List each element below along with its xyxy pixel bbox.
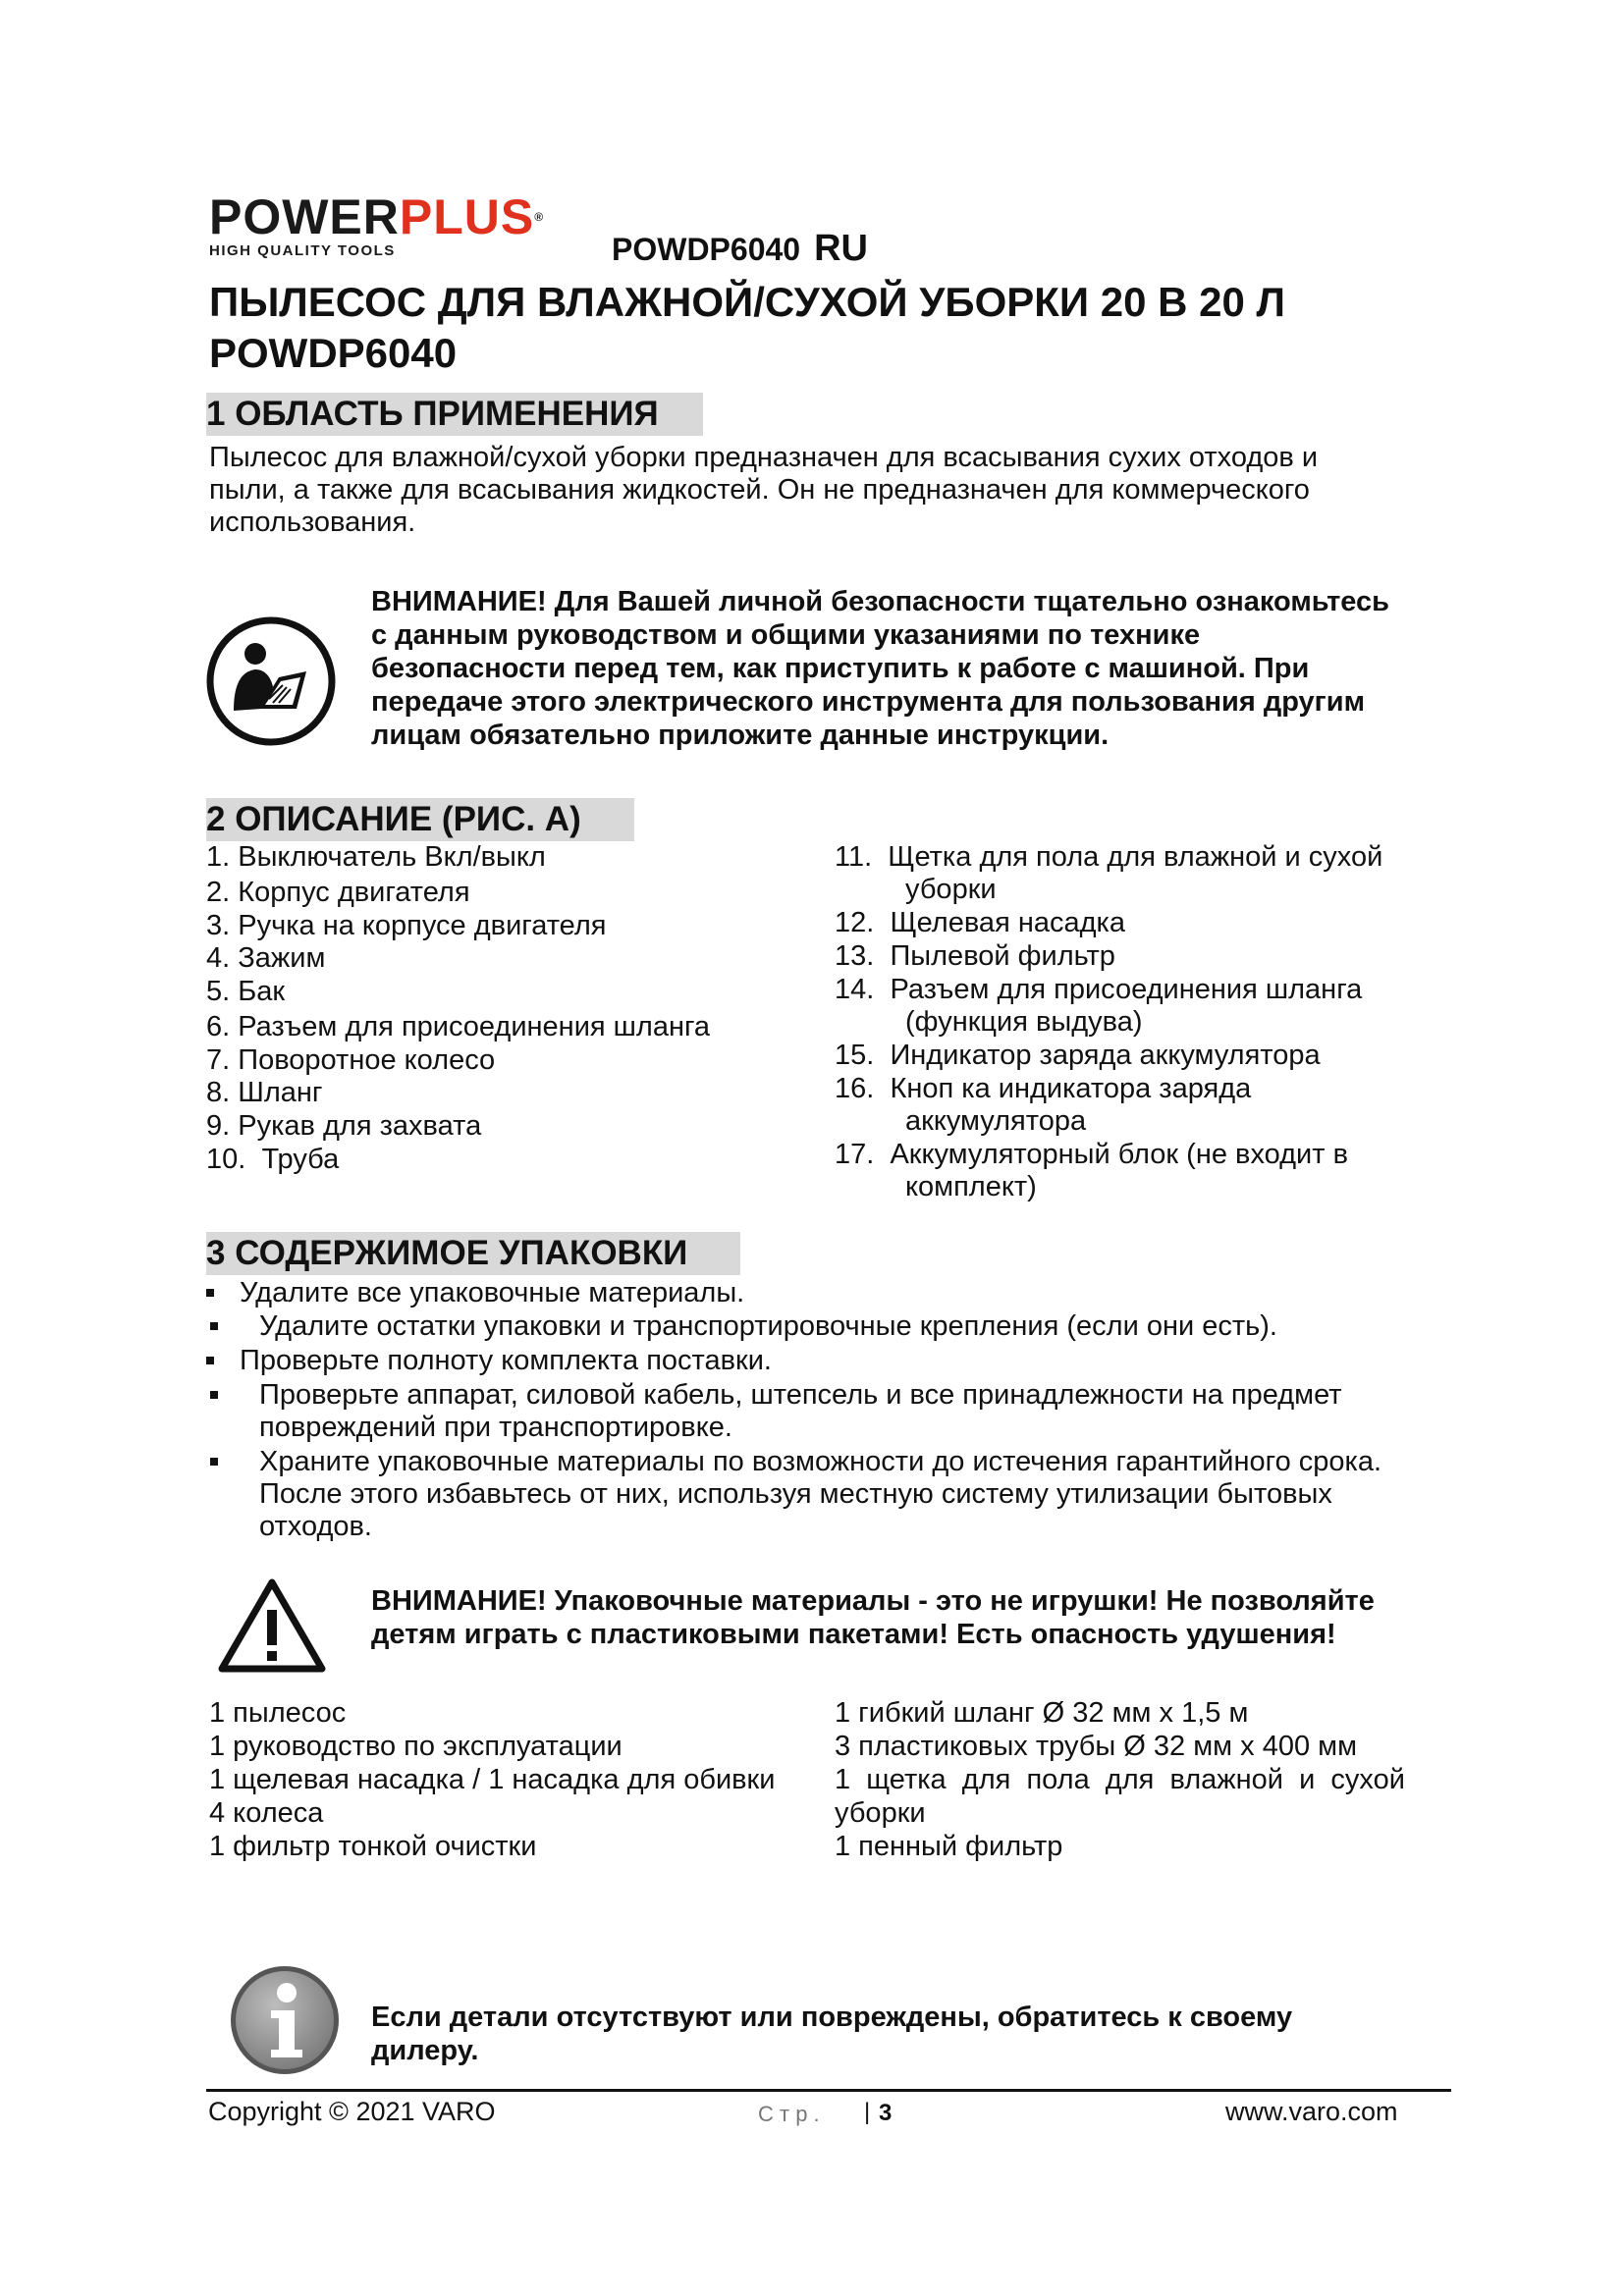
- item-text: Разъем для присоединения шланга: [238, 1011, 711, 1042]
- list-item: [835, 906, 1463, 939]
- bullet-item: [206, 1310, 1473, 1345]
- warning-line: ВНИМАНИЕ! Для Вашей личной безопасности тщательно ознакомьтесь: [371, 586, 1389, 617]
- paragraph-line: Пылесос для влажной/сухой уборки предназначен для всасывания сухих отходов и: [209, 442, 1319, 473]
- warning-line: ВНИМАНИЕ! Упаковочные материалы - это не игрушки! Не позволяйте: [371, 1585, 1375, 1617]
- note-line: Если детали отсутствуют или повреждены, обратитесь к своему: [371, 2002, 1293, 2033]
- footer-page-number: 3: [879, 2100, 893, 2126]
- item-text-continued: уборки: [905, 874, 997, 905]
- item-text-continued: аккумулятора: [905, 1105, 1087, 1137]
- list-item: [835, 1138, 1463, 1203]
- brand-tagline: HIGH QUALITY TOOLS: [209, 242, 396, 259]
- package-item: 4 колеса: [209, 1797, 324, 1829]
- item-number: 5.: [206, 976, 231, 1007]
- item-number: 3.: [206, 910, 231, 941]
- footer-copyright: Copyright © 2021 VARO: [208, 2097, 496, 2126]
- item-number: 8.: [206, 1077, 231, 1108]
- list-item: [835, 939, 1463, 973]
- item-number: 11.: [835, 841, 873, 873]
- warning-line: детям играть с пластиковыми пакетами! Есть опасность удушения!: [371, 1619, 1336, 1650]
- warning-triangle-icon: [216, 1576, 328, 1675]
- list-item: [206, 1076, 815, 1109]
- item-text: Корпус двигателя: [238, 877, 470, 908]
- list-item: [835, 840, 1463, 906]
- warning-line: безопасности перед тем, как приступить к работе с машиной. При: [371, 653, 1310, 684]
- bullet-text: Проверьте полноту комплекта поставки.: [240, 1345, 772, 1376]
- item-number: 15.: [835, 1040, 875, 1071]
- package-item: 3 пластиковых трубы Ø 32 мм x 400 мм: [835, 1731, 1358, 1762]
- item-text: Шланг: [238, 1077, 323, 1108]
- item-number: 2.: [206, 877, 231, 908]
- item-text: Труба: [261, 1144, 340, 1175]
- item-text: Рукав для захвата: [238, 1110, 482, 1142]
- item-number: 16.: [835, 1073, 875, 1104]
- brand-logo-power: POWER: [209, 189, 400, 244]
- safety-warning-text: [371, 585, 1490, 752]
- list-item: [835, 973, 1463, 1039]
- item-number: 17.: [835, 1139, 875, 1170]
- title-line: POWDP6040: [209, 330, 458, 376]
- item-text: Бак: [238, 976, 286, 1007]
- footer-page-label: С т р .: [758, 2102, 820, 2126]
- item-number: 12.: [835, 907, 875, 938]
- bullet-item: [206, 1379, 1473, 1446]
- list-item: [835, 1039, 1463, 1072]
- paragraph-line: пыли, а также для всасывания жидкостей. Он не предназначен для коммерческого: [209, 474, 1310, 506]
- item-text: Пылевой фильтр: [890, 940, 1115, 972]
- item-text: Кноп ка индикатора заряда: [890, 1073, 1252, 1104]
- description-list-left: [206, 840, 815, 1176]
- paragraph-line: использования.: [209, 507, 416, 538]
- document-title: [209, 277, 1505, 379]
- item-text: Разъем для присоединения шланга: [890, 974, 1363, 1005]
- item-number: 7.: [206, 1044, 231, 1076]
- bullet-marker: [210, 1322, 218, 1330]
- list-item: [206, 941, 815, 975]
- footer-website: www.varo.com: [1225, 2097, 1398, 2126]
- section-heading-package-contents: 3 СОДЕРЖИМОЕ УПАКОВКИ: [206, 1232, 740, 1275]
- bullet-item: [206, 1277, 1473, 1310]
- packaging-warning-text: [371, 1584, 1481, 1651]
- bullet-item: [206, 1446, 1473, 1543]
- package-item: 1 руководство по эксплуатации: [209, 1731, 623, 1762]
- language-code: RU: [814, 228, 868, 269]
- bullet-marker: [210, 1458, 218, 1466]
- read-manual-icon: [204, 614, 338, 748]
- warning-line: с данным руководством и общими указаниями по технике: [371, 619, 1201, 651]
- bullet-text: Удалите остатки упаковки и транспортировочные крепления (если они есть).: [259, 1310, 1277, 1342]
- package-item: 1 фильтр тонкой очистки: [209, 1831, 537, 1862]
- item-number: 9.: [206, 1110, 231, 1142]
- bullet-item: [206, 1345, 1473, 1379]
- package-item: 1 пылесос: [209, 1697, 347, 1729]
- list-item: [206, 876, 815, 909]
- list-item: [206, 1143, 815, 1176]
- list-item: [835, 1072, 1463, 1138]
- list-item: [206, 975, 815, 1010]
- item-text: Щетка для пола для влажной и сухой: [888, 841, 1383, 873]
- package-contents-right: [835, 1696, 1463, 1863]
- item-number: 1.: [206, 841, 231, 873]
- item-number: 14.: [835, 974, 875, 1005]
- item-number: 4.: [206, 942, 231, 974]
- model-number: POWDP6040: [612, 232, 801, 267]
- bullet-marker: [210, 1391, 218, 1399]
- footer-divider: [206, 2089, 1451, 2092]
- unpacking-steps: [206, 1277, 1473, 1543]
- list-item: [206, 840, 815, 876]
- item-text: Ручка на корпусе двигателя: [238, 910, 607, 941]
- section-heading-scope: 1 ОБЛАСТЬ ПРИМЕНЕНИЯ: [206, 393, 703, 436]
- list-item: [206, 909, 815, 941]
- list-item: [206, 1010, 815, 1043]
- missing-parts-note: [371, 2001, 1471, 2067]
- item-text: Выключатель Вкл/выкл: [238, 841, 546, 873]
- footer-page-separator: |: [864, 2099, 871, 2125]
- item-number: 6.: [206, 1011, 231, 1042]
- model-code: [612, 228, 868, 270]
- brand-registered-mark: ®: [534, 210, 545, 224]
- bullet-text-continued: повреждений при транспортировке.: [259, 1412, 732, 1443]
- bullet-text: Удалите все упаковочные материалы.: [240, 1277, 745, 1308]
- package-item: 1 гибкий шланг Ø 32 мм x 1,5 м: [835, 1697, 1249, 1729]
- item-text: Аккумуляторный блок (не входит в: [890, 1139, 1348, 1170]
- item-text-continued: комплект): [905, 1171, 1037, 1202]
- item-number: 13.: [835, 940, 875, 972]
- bullet-text-continued: После этого избавьтесь от них, используя местную систему утилизации бытовых: [259, 1478, 1332, 1510]
- bullet-text: Храните упаковочные материалы по возможности до истечения гарантийного срока.: [259, 1446, 1382, 1477]
- package-item-continued: уборки: [835, 1797, 926, 1829]
- warning-line: лицам обязательно приложите данные инструкции.: [371, 720, 1110, 751]
- brand-logo: [209, 189, 582, 263]
- description-list-right: [835, 840, 1463, 1203]
- bullet-marker: [206, 1289, 214, 1297]
- item-text: Поворотное колесо: [238, 1044, 496, 1076]
- list-item: [206, 1109, 815, 1143]
- brand-logo-plus: PLUS: [399, 189, 535, 244]
- info-icon: [228, 1963, 342, 2077]
- item-text-continued: (функция выдува): [905, 1006, 1143, 1038]
- package-contents-left: [209, 1696, 828, 1863]
- package-item: 1 пенный фильтр: [835, 1831, 1063, 1862]
- package-item: 1 щетка для пола для влажной и сухой: [835, 1764, 1405, 1795]
- brand-logo-wordmark: [209, 189, 582, 244]
- title-line: ПЫЛЕСОС ДЛЯ ВЛАЖНОЙ/СУХОЙ УБОРКИ 20 В 20 Л: [209, 279, 1285, 325]
- package-item: 1 щелевая насадка / 1 насадка для обивки: [209, 1764, 776, 1795]
- note-line: дилеру.: [371, 2035, 479, 2066]
- bullet-marker: [206, 1357, 214, 1364]
- bullet-text-continued: отходов.: [259, 1511, 372, 1542]
- bullet-text: Проверьте аппарат, силовой кабель, штепсель и все принадлежности на предмет: [259, 1379, 1342, 1411]
- item-text: Зажим: [238, 942, 326, 974]
- list-item: [206, 1043, 815, 1076]
- item-text: Индикатор заряда аккумулятора: [890, 1040, 1321, 1071]
- warning-line: передаче этого электрического инструмента для пользования другим: [371, 686, 1366, 718]
- scope-paragraph: [209, 442, 1456, 539]
- item-text: Щелевая насадка: [890, 907, 1125, 938]
- section-heading-description: 2 ОПИСАНИЕ (РИС. A): [206, 798, 634, 841]
- item-number: 10.: [206, 1144, 246, 1175]
